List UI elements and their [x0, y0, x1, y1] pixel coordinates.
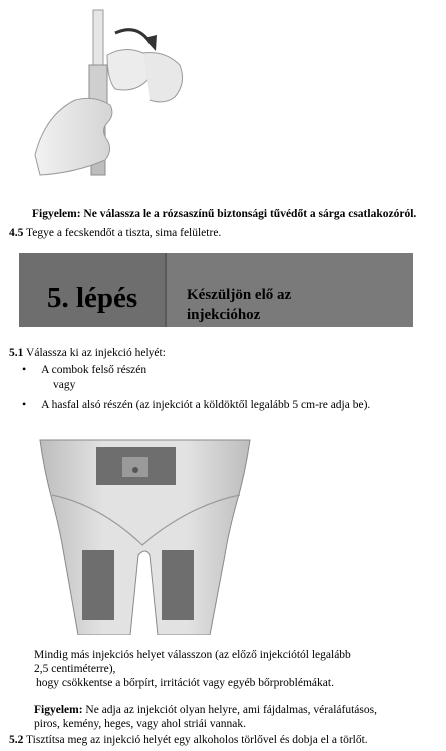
step-subtitle-line2: injekcióhoz — [187, 307, 261, 323]
warning-text-line1: Ne adja az injekciót olyan helyre, ami fájdalmas, véraláfutásos, — [85, 704, 377, 716]
step-banner — [19, 253, 413, 327]
step-text: Válassza ki az injekció helyét: — [26, 347, 166, 359]
warning-label: Figyelem: — [34, 704, 83, 716]
option-1-text: A combok felső részén — [41, 364, 147, 376]
warning-label: Figyelem: — [32, 208, 81, 220]
warning-2 — [34, 703, 377, 731]
step-subtitle — [187, 285, 387, 325]
step-number: 4.5 — [9, 227, 24, 239]
rotation-note-line1: Mindig más injekciós helyet válasszon (az előző injekciótól legalább — [34, 649, 351, 661]
syringe-cap-removal-illustration — [15, 5, 195, 180]
step-text: Tegye a fecskendőt a tiszta, sima felületre. — [26, 227, 222, 239]
rotation-note-line2: 2,5 centiméterre), — [34, 663, 116, 675]
step-number: 5.2 — [9, 734, 24, 746]
step-number: 5.1 — [9, 347, 24, 359]
step-banner-divider — [165, 253, 167, 327]
option-2-text: A hasfal alsó részén (az injekciót a köldöktől legalább 5 cm-re adja be). — [41, 399, 371, 411]
rotation-note — [34, 648, 351, 690]
option-1 — [22, 362, 146, 377]
instruction-4-5 — [9, 226, 221, 240]
option-2 — [22, 397, 370, 412]
option-or: vagy — [53, 379, 76, 391]
step-subtitle-line1: Készüljön elő az — [187, 287, 292, 303]
warning-1 — [32, 207, 416, 221]
rotation-note-line3: hogy csökkentse a bőrpírt, irritációt vagy egyéb bőrproblémákat. — [36, 677, 334, 689]
instruction-5-1 — [9, 346, 166, 360]
step-title: 5. lépés — [47, 282, 138, 314]
warning-text: Ne válassza le a rózsaszínű biztonsági tűvédőt a sárga csatlakozóról. — [83, 208, 417, 220]
warning-text-line2: piros, kemény, heges, vagy ahol striái vannak. — [34, 718, 246, 730]
injection-sites-illustration — [30, 435, 260, 635]
instruction-5-2 — [9, 733, 368, 747]
bullet-icon: • — [22, 362, 27, 376]
step-text: Tisztítsa meg az injekció helyét egy alkoholos törlővel és dobja el a törlőt. — [26, 734, 368, 746]
bullet-icon: • — [22, 397, 27, 411]
